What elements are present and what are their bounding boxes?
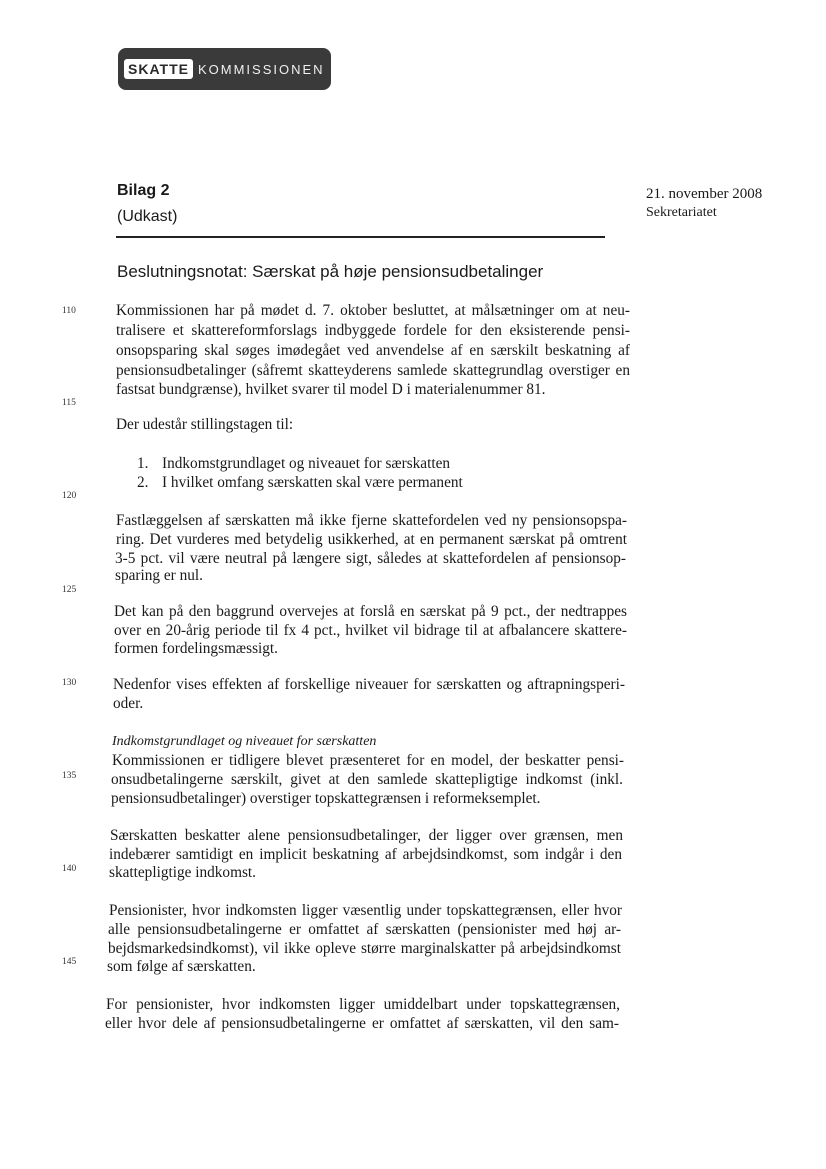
paragraph-line: pensionsudbetalinger (såfremt skatteyderens samlede skattegrundlag overstiger en <box>116 362 630 379</box>
paragraph-line: Kommissionen er tidligere blevet præsenteret for en model, der beskatter pensi- <box>112 752 624 769</box>
paragraph-line: pensionsudbetalinger) overstiger topskattegrænsen i reformeksemplet. <box>111 790 541 807</box>
list-item: I hvilket omfang særskatten skal være permanent <box>162 474 463 491</box>
annex-label: Bilag 2 <box>117 182 170 199</box>
line-number: 110 <box>62 306 76 316</box>
header-divider <box>116 236 605 238</box>
section-subheading: Indkomstgrundlaget og niveauet for særskatten <box>112 734 377 749</box>
line-number: 115 <box>62 398 76 408</box>
line-number: 140 <box>62 864 77 874</box>
paragraph-line: oder. <box>113 695 144 712</box>
paragraph-line: skattepligtige indkomst. <box>109 864 257 881</box>
line-number: 120 <box>62 491 77 501</box>
list-item: Indkomstgrundlaget og niveauet for særskatten <box>162 455 451 472</box>
paragraph-line: 3-5 pct. vil være neutral på længere sigt, således at skattefordelen af pensionsop- <box>115 550 626 567</box>
logo-skatte-text: SKATTE <box>124 59 193 79</box>
paragraph-line: sparing er nul. <box>115 567 203 584</box>
paragraph-line: onsopsparing skal søges imødegået ved anvendelse af en særskilt beskatning af <box>116 342 630 359</box>
paragraph-line: Kommissionen har på mødet d. 7. oktober besluttet, at målsætninger om at neu- <box>116 302 630 319</box>
paragraph-line: fastsat bundgrænse), hvilket svarer til model D i materialenummer 81. <box>116 381 546 398</box>
paragraph-line: alle pensionsudbetalingerne er omfattet af særskatten (pensionister med høj ar- <box>108 921 621 938</box>
list-item-number: 1. <box>137 455 149 472</box>
page-title: Beslutningsnotat: Særskat på høje pensionsudbetalinger <box>117 262 544 281</box>
logo-kommissionen-text: KOMMISSIONEN <box>197 61 325 77</box>
paragraph-line: som følge af særskatten. <box>107 958 256 975</box>
paragraph-line: Fastlæggelsen af særskatten må ikke fjerne skattefordelen ved ny pensionsopspa- <box>116 512 627 529</box>
line-number: 135 <box>62 771 77 781</box>
paragraph-line: bejdsmarkedsindkomst), vil ikke opleve større marginalskatter på arbejdsindkomst <box>108 940 621 957</box>
paragraph-line: formen fordelingsmæssigt. <box>114 640 279 657</box>
paragraph-line: indebærer samtidigt en implicit beskatning af arbejdsindkomst, som indgår i den <box>109 846 622 863</box>
paragraph-line: Særskatten beskatter alene pensionsudbetalinger, der ligger over grænsen, men <box>110 827 623 844</box>
paragraph-line: ring. Det vurderes med betydelig usikkerhed, at en permanent særskat på omtrent <box>116 531 627 548</box>
paragraph-line: Det kan på den baggrund overvejes at forslå en særskat på 9 pct., der nedtrappes <box>114 603 627 620</box>
paragraph-line: Nedenfor vises effekten af forskellige niveauer for særskatten og aftrapningsperi- <box>113 676 625 693</box>
line-number: 145 <box>62 957 77 967</box>
paragraph-line: tralisere et skattereformforslags indbyggede fordele for den eksisterende pensi- <box>116 322 630 339</box>
line-number: 130 <box>62 678 77 688</box>
list-item-number: 2. <box>137 474 149 491</box>
paragraph-line: For pensionister, hvor indkomsten ligger umiddelbart under topskattegrænsen, <box>106 996 620 1013</box>
line-number: 125 <box>62 585 77 595</box>
paragraph-line: Der udestår stillingstagen til: <box>116 416 294 433</box>
skattekommissionen-logo <box>118 48 331 90</box>
draft-label: (Udkast) <box>117 208 178 225</box>
paragraph-line: over en 20-årig periode til fx 4 pct., hvilket vil bidrage til at afbalancere skattere- <box>114 622 627 639</box>
document-office: Sekretariatet <box>646 205 717 220</box>
paragraph-line: eller hvor dele af pensionsudbetalingerne er omfattet af særskatten, vil den sam- <box>105 1015 619 1032</box>
paragraph-line: onsudbetalingerne særskilt, givet at den samlede skattepligtige indkomst (inkl. <box>111 771 623 788</box>
document-date: 21. november 2008 <box>646 186 763 202</box>
paragraph-line: Pensionister, hvor indkomsten ligger væsentlig under topskattegrænsen, eller hvor <box>109 902 622 919</box>
